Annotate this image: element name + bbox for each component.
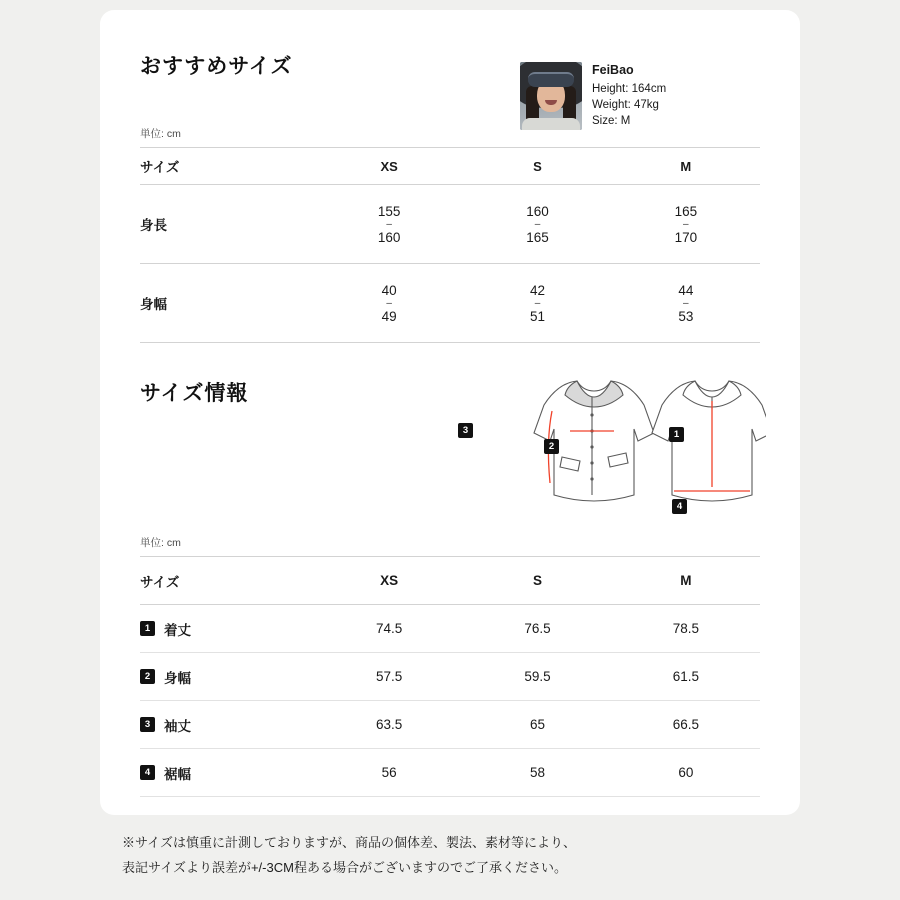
row-label-height: 身長 — [140, 185, 315, 264]
cell-hem-m: 60 — [612, 749, 760, 797]
row-marker-3: 3 — [140, 717, 155, 732]
column-header-size: サイズ — [140, 148, 315, 185]
cell-hem-xs: 56 — [315, 749, 463, 797]
column-header-m: M — [612, 148, 760, 185]
table-row — [140, 701, 760, 749]
diagram-marker-1: 1 — [669, 427, 684, 442]
cell-chest-xs-max: 49 — [381, 308, 397, 324]
cell-height-xs-min: 155 — [377, 203, 401, 219]
range-dash: – — [386, 297, 392, 309]
content-card — [100, 10, 800, 815]
cell-height-xs-max: 160 — [377, 229, 401, 245]
card-inner — [140, 50, 760, 797]
row-marker-4: 4 — [140, 765, 155, 780]
model-profile — [520, 62, 760, 130]
garment-measurement-diagram — [462, 371, 766, 541]
range-dash: – — [534, 297, 541, 309]
row-label-width-text: 身幅 — [164, 670, 191, 686]
cell-height-m-max: 170 — [674, 229, 698, 245]
column-header-xs-2: XS — [315, 557, 463, 605]
cell-chest-s-min: 42 — [529, 282, 545, 298]
row-label-hem-text: 裾幅 — [164, 766, 191, 782]
cell-sleeve-xs: 63.5 — [315, 701, 463, 749]
row-marker-2: 2 — [140, 669, 155, 684]
model-avatar — [520, 62, 582, 130]
model-weight: Weight: 47kg — [592, 99, 659, 111]
cell-chest-m-min: 44 — [678, 282, 694, 298]
cell-length-m: 78.5 — [612, 605, 760, 653]
row-label-sleeve — [140, 701, 315, 749]
range-dash: – — [534, 218, 541, 230]
column-header-size-2: サイズ — [140, 557, 315, 605]
cell-width-xs: 57.5 — [315, 653, 463, 701]
cell-height-m — [612, 185, 760, 264]
diagram-marker-2: 2 — [544, 439, 559, 454]
cell-width-s: 59.5 — [463, 653, 611, 701]
model-size: Size: M — [592, 115, 631, 127]
row-label-length-text: 着丈 — [164, 622, 191, 638]
row-marker-1: 1 — [140, 621, 155, 636]
size-info-table — [140, 556, 760, 797]
cell-sleeve-m: 66.5 — [612, 701, 760, 749]
table-header-row — [140, 557, 760, 605]
row-label-chest: 身幅 — [140, 264, 315, 343]
cell-height-xs — [315, 185, 463, 264]
disclaimer-line-1: ※サイズは慎重に計測しておりますが、商品の個体差、製法、素材等により、 — [122, 835, 576, 850]
range-dash: – — [386, 218, 392, 230]
cell-sleeve-s: 65 — [463, 701, 611, 749]
size-info-section — [140, 377, 760, 797]
row-label-hem — [140, 749, 315, 797]
cell-length-xs: 74.5 — [315, 605, 463, 653]
recommended-size-table — [140, 147, 760, 343]
table-header-row — [140, 148, 760, 185]
table-row — [140, 605, 760, 653]
row-label-length — [140, 605, 315, 653]
cell-height-s-max: 165 — [526, 229, 549, 245]
table-row — [140, 653, 760, 701]
range-dash: – — [683, 297, 689, 309]
model-name: FeiBao — [592, 63, 634, 77]
recommended-size-section — [140, 50, 760, 343]
model-info — [592, 62, 666, 129]
row-label-width — [140, 653, 315, 701]
cell-chest-xs — [315, 264, 463, 343]
disclaimer-line-2: 表記サイズより誤差が+/-3CM程ある場合がございますのでご了承ください。 — [122, 860, 567, 875]
cell-chest-s-max: 51 — [529, 308, 545, 324]
cell-chest-xs-min: 40 — [381, 282, 397, 298]
cell-chest-m-max: 53 — [678, 308, 694, 324]
table-row — [140, 749, 760, 797]
cell-width-m: 61.5 — [612, 653, 760, 701]
row-label-sleeve-text: 袖丈 — [164, 718, 191, 734]
cell-chest-s — [463, 264, 611, 343]
model-height: Height: 164cm — [592, 83, 667, 95]
table-row — [140, 264, 760, 343]
table-row — [140, 185, 760, 264]
range-dash: – — [683, 218, 689, 230]
cell-height-s — [463, 185, 611, 264]
column-header-m-2: M — [612, 557, 760, 605]
size-info-title: サイズ情報 — [140, 382, 249, 405]
diagram-marker-3: 3 — [458, 423, 473, 438]
jacket-diagram-svg — [466, 371, 766, 541]
unit-label-recommend: 単位: cm — [140, 128, 181, 140]
column-header-xs: XS — [315, 148, 463, 185]
diagram-marker-4: 4 — [672, 499, 687, 514]
cell-height-m-min: 165 — [674, 203, 698, 219]
unit-label-sizeinfo: 単位: cm — [140, 537, 181, 549]
cell-height-s-min: 160 — [526, 203, 549, 219]
cell-hem-s: 58 — [463, 749, 611, 797]
column-header-s: S — [463, 148, 611, 185]
page-title: おすすめサイズ — [140, 55, 293, 78]
cell-chest-m — [612, 264, 760, 343]
column-header-s-2: S — [463, 557, 611, 605]
cell-length-s: 76.5 — [463, 605, 611, 653]
disclaimer-note — [122, 830, 576, 880]
